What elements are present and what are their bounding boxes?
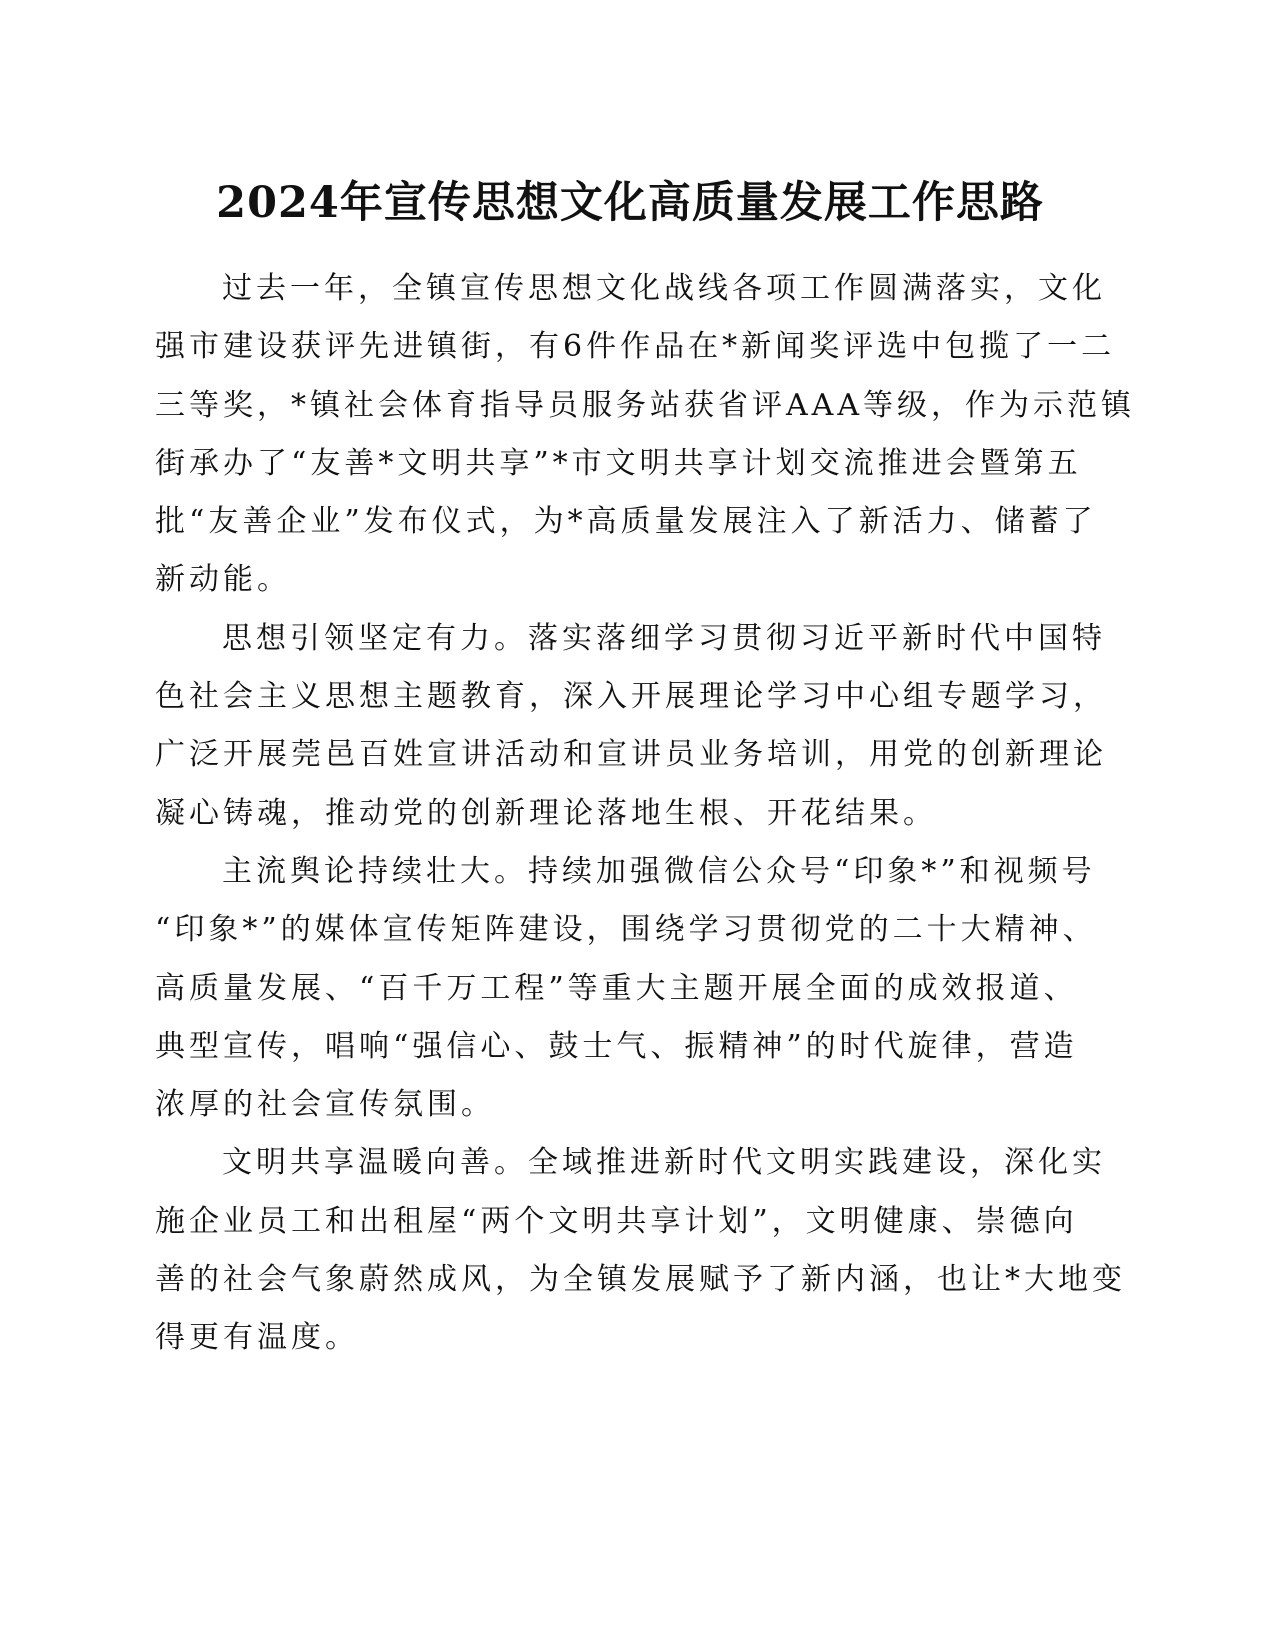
text-line: 高质量发展、“百千万工程”等重大主题开展全面的成效报道、	[155, 970, 1078, 1006]
text-line: 得更有温度。	[155, 1320, 359, 1356]
paragraph-ideological-guidance	[155, 610, 1110, 843]
text-line: 主流舆论持续壮大。持续加强微信公众号“印象*”和视频号	[222, 853, 1096, 889]
text-line: 文明共享温暖向善。全域推进新时代文明实践建设，深化实	[222, 1145, 1106, 1181]
text-line: 批“友善企业”发布仪式，为*高质量发展注入了新活力、储蓄了	[155, 504, 1097, 540]
text-line: 强市建设获评先进镇街，有6件作品在*新闻奖评选中包揽了一二	[155, 329, 1116, 365]
text-line: 凝心铸魂，推动党的创新理论落地生根、开花结果。	[155, 795, 937, 831]
text-line: “印象*”的媒体宣传矩阵建设，围绕学习贯彻党的二十大精神、	[155, 912, 1097, 948]
text-line: 过去一年，全镇宣传思想文化战线各项工作圆满落实，文化	[222, 271, 1106, 306]
text-line: 街承办了“友善*文明共享”*市文明共享计划交流推进会暨第五	[155, 445, 1082, 481]
text-line: 善的社会气象蔚然成风，为全镇发展赋予了新内涵，也让*大地变	[155, 1262, 1126, 1298]
paragraph-summary	[155, 260, 1135, 610]
paragraph-civilization-sharing	[155, 1134, 1126, 1367]
text-line: 色社会主义思想主题教育，深入开展理论学习中心组专题学习，	[155, 679, 1107, 715]
text-line: 思想引领坚定有力。落实落细学习贯彻习近平新时代中国特	[222, 620, 1106, 656]
text-line: 广泛开展莞邑百姓宣讲活动和宣讲员业务培训，用党的创新理论	[155, 737, 1107, 773]
text-line: 浓厚的社会宣传氛围。	[155, 1087, 495, 1123]
paragraph-public-opinion	[155, 843, 1110, 1134]
document-body	[155, 260, 1135, 1368]
document-title: 2024年宣传思想文化高质量发展工作思路	[216, 178, 1044, 228]
text-line: 三等奖，*镇社会体育指导员服务站获省评AAA等级，作为示范镇	[155, 387, 1135, 423]
text-line: 施企业员工和出租屋“两个文明共享计划”，文明健康、崇德向	[155, 1203, 1078, 1239]
text-line: 新动能。	[155, 562, 291, 598]
text-line: 典型宣传，唱响“强信心、鼓士气、振精神”的时代旋律，营造	[155, 1028, 1078, 1064]
